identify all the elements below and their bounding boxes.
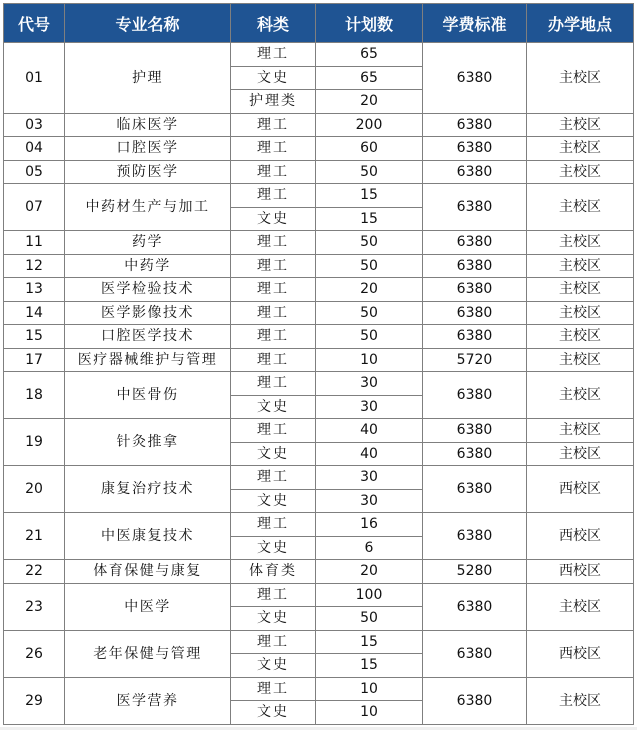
track-plan-count: 50: [316, 160, 423, 184]
major-name: 中医康复技术: [65, 513, 231, 560]
table-row: [4, 583, 634, 607]
major-name: 中药材生产与加工: [65, 184, 231, 231]
major-code: 19: [4, 419, 65, 466]
track-plan-count: 6: [316, 536, 423, 560]
track-category: 理工: [231, 630, 316, 654]
table-header: [4, 4, 634, 43]
table-row: [4, 419, 634, 443]
tuition-fee: 6380: [423, 301, 527, 325]
track-plan-count: 60: [316, 137, 423, 161]
campus: 主校区: [527, 348, 634, 372]
track-plan-count: 20: [316, 278, 423, 302]
track-category: 理工: [231, 160, 316, 184]
major-name: 医学影像技术: [65, 301, 231, 325]
track-category: 理工: [231, 466, 316, 490]
track-category: 理工: [231, 419, 316, 443]
major-code: 21: [4, 513, 65, 560]
track-category: 理工: [231, 137, 316, 161]
major-code: 14: [4, 301, 65, 325]
major-name: 康复治疗技术: [65, 466, 231, 513]
major-name: 医学营养: [65, 677, 231, 724]
campus: 西校区: [527, 466, 634, 513]
header-category: 科类: [231, 4, 316, 43]
campus: 西校区: [527, 560, 634, 584]
track-plan-count: 10: [316, 701, 423, 725]
tuition-fee: 6380: [423, 278, 527, 302]
track-category: 文史: [231, 489, 316, 513]
major-name: 中医骨伤: [65, 372, 231, 419]
track-plan-count: 50: [316, 301, 423, 325]
track-category: 体育类: [231, 560, 316, 584]
major-name: 预防医学: [65, 160, 231, 184]
header-row: [4, 4, 634, 43]
track-category: 理工: [231, 113, 316, 137]
campus: 主校区: [527, 231, 634, 255]
track-category: 理工: [231, 513, 316, 537]
tuition-fee: 6380: [423, 231, 527, 255]
header-major-name: 专业名称: [65, 4, 231, 43]
major-name: 老年保健与管理: [65, 630, 231, 677]
track-plan-count: 50: [316, 325, 423, 349]
table-body: [4, 43, 634, 725]
major-code: 05: [4, 160, 65, 184]
major-code: 26: [4, 630, 65, 677]
table-row: [4, 677, 634, 701]
campus: 主校区: [527, 184, 634, 231]
track-plan-count: 20: [316, 90, 423, 114]
major-code: 20: [4, 466, 65, 513]
table-row: [4, 278, 634, 302]
major-name: 中医学: [65, 583, 231, 630]
tuition-fee: 6380: [423, 513, 527, 560]
campus: 西校区: [527, 513, 634, 560]
track-plan-count: 15: [316, 654, 423, 678]
header-campus: 办学地点: [527, 4, 634, 43]
table-row: [4, 513, 634, 537]
major-code: 23: [4, 583, 65, 630]
tuition-fee: 6380: [423, 160, 527, 184]
major-code: 29: [4, 677, 65, 724]
campus: 主校区: [527, 254, 634, 278]
header-plan-count: 计划数: [316, 4, 423, 43]
track-category: 理工: [231, 677, 316, 701]
major-name: 针灸推拿: [65, 419, 231, 466]
tuition-fee: 6380: [423, 137, 527, 161]
major-code: 15: [4, 325, 65, 349]
major-name: 体育保健与康复: [65, 560, 231, 584]
table-row: [4, 372, 634, 396]
track-category: 理工: [231, 301, 316, 325]
header-code: 代号: [4, 4, 65, 43]
track-plan-count: 50: [316, 254, 423, 278]
campus: 主校区: [527, 325, 634, 349]
campus: 主校区: [527, 137, 634, 161]
header-tuition: 学费标准: [423, 4, 527, 43]
major-name: 口腔医学: [65, 137, 231, 161]
major-name: 口腔医学技术: [65, 325, 231, 349]
major-code: 13: [4, 278, 65, 302]
table-row: [4, 325, 634, 349]
track-plan-count: 10: [316, 677, 423, 701]
track-category: 理工: [231, 231, 316, 255]
major-name: 护理: [65, 43, 231, 114]
major-code: 11: [4, 231, 65, 255]
track-category: 理工: [231, 278, 316, 302]
tuition-fee: 5720: [423, 348, 527, 372]
track-category: 理工: [231, 43, 316, 67]
campus: 主校区: [527, 43, 634, 114]
track-plan-count: 15: [316, 184, 423, 208]
track-plan-count: 50: [316, 231, 423, 255]
major-code: 17: [4, 348, 65, 372]
major-name: 中药学: [65, 254, 231, 278]
track-category: 文史: [231, 536, 316, 560]
table-row: [4, 348, 634, 372]
major-name: 医疗器械维护与管理: [65, 348, 231, 372]
track-plan-count: 16: [316, 513, 423, 537]
tuition-fee: 6380: [423, 372, 527, 419]
track-plan-count: 30: [316, 372, 423, 396]
track-plan-count: 15: [316, 207, 423, 231]
track-category: 文史: [231, 207, 316, 231]
campus: 主校区: [527, 113, 634, 137]
track-category: 文史: [231, 607, 316, 631]
track-category: 文史: [231, 442, 316, 466]
tuition-fee: 6380: [423, 254, 527, 278]
track-category: 理工: [231, 184, 316, 208]
campus: 主校区: [527, 278, 634, 302]
major-code: 12: [4, 254, 65, 278]
table-row: [4, 137, 634, 161]
track-category: 理工: [231, 348, 316, 372]
campus: 主校区: [527, 442, 634, 466]
track-plan-count: 30: [316, 466, 423, 490]
track-plan-count: 200: [316, 113, 423, 137]
campus: 主校区: [527, 677, 634, 724]
track-plan-count: 40: [316, 442, 423, 466]
tuition-fee: 6380: [423, 419, 527, 443]
campus: 主校区: [527, 160, 634, 184]
enrollment-plan-table: [3, 3, 634, 725]
track-plan-count: 50: [316, 607, 423, 631]
track-category: 文史: [231, 701, 316, 725]
table-row: [4, 43, 634, 67]
tuition-fee: 6380: [423, 442, 527, 466]
campus: 主校区: [527, 583, 634, 630]
track-category: 理工: [231, 254, 316, 278]
table-row: [4, 184, 634, 208]
tuition-fee: 6380: [423, 466, 527, 513]
track-plan-count: 100: [316, 583, 423, 607]
track-category: 文史: [231, 66, 316, 90]
major-code: 01: [4, 43, 65, 114]
table-row: [4, 160, 634, 184]
campus: 主校区: [527, 301, 634, 325]
table-row: [4, 560, 634, 584]
major-code: 18: [4, 372, 65, 419]
track-plan-count: 10: [316, 348, 423, 372]
track-category: 理工: [231, 372, 316, 396]
track-category: 护理类: [231, 90, 316, 114]
track-category: 文史: [231, 654, 316, 678]
major-name: 药学: [65, 231, 231, 255]
major-code: 07: [4, 184, 65, 231]
major-name: 临床医学: [65, 113, 231, 137]
track-plan-count: 40: [316, 419, 423, 443]
major-code: 04: [4, 137, 65, 161]
tuition-fee: 6380: [423, 325, 527, 349]
tuition-fee: 6380: [423, 43, 527, 114]
track-category: 文史: [231, 395, 316, 419]
track-plan-count: 30: [316, 489, 423, 513]
track-plan-count: 20: [316, 560, 423, 584]
campus: 主校区: [527, 372, 634, 419]
track-plan-count: 65: [316, 43, 423, 67]
campus: 西校区: [527, 630, 634, 677]
table-row: [4, 301, 634, 325]
campus: 主校区: [527, 419, 634, 443]
tuition-fee: 6380: [423, 677, 527, 724]
track-plan-count: 65: [316, 66, 423, 90]
tuition-fee: 6380: [423, 113, 527, 137]
track-category: 理工: [231, 583, 316, 607]
tuition-fee: 6380: [423, 184, 527, 231]
track-plan-count: 15: [316, 630, 423, 654]
table-row: [4, 254, 634, 278]
track-category: 理工: [231, 325, 316, 349]
tuition-fee: 6380: [423, 630, 527, 677]
track-plan-count: 30: [316, 395, 423, 419]
table-row: [4, 466, 634, 490]
major-code: 22: [4, 560, 65, 584]
tuition-fee: 5280: [423, 560, 527, 584]
major-code: 03: [4, 113, 65, 137]
tuition-fee: 6380: [423, 583, 527, 630]
major-name: 医学检验技术: [65, 278, 231, 302]
table-row: [4, 113, 634, 137]
table-row: [4, 630, 634, 654]
table-row: [4, 231, 634, 255]
